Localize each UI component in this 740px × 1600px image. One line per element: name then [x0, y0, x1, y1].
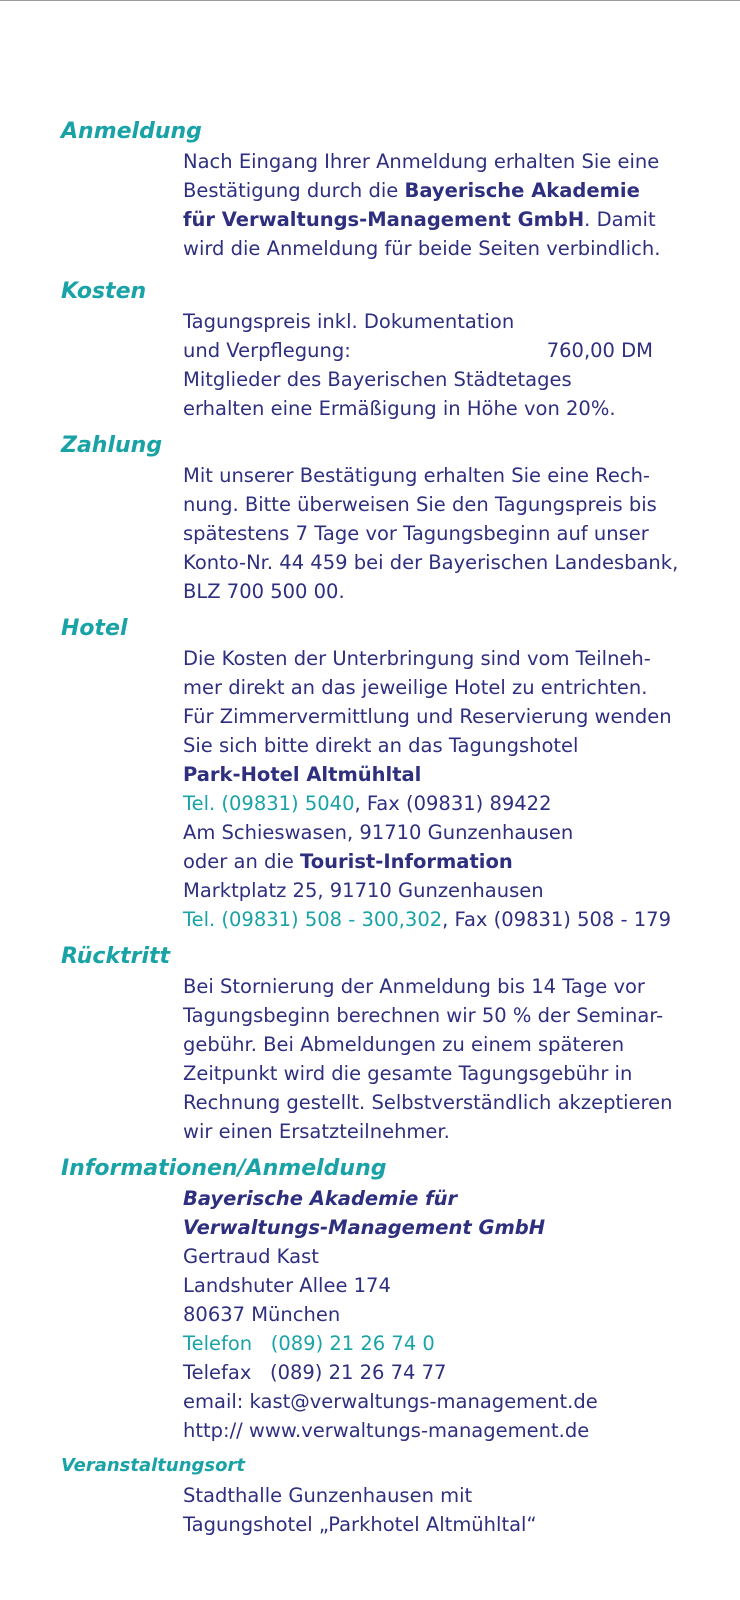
info-website: http:// www.verwaltungs-management.de: [183, 1419, 590, 1442]
hotel-fax: , Fax (09831) 89422: [354, 792, 552, 815]
info-org-line-2: Verwaltungs-Management GmbH: [183, 1216, 546, 1239]
section-hotel: [61, 614, 721, 934]
kosten-price-row: [183, 336, 653, 365]
heading-veranstaltungsort: Veranstaltungsort: [61, 1455, 245, 1476]
hotel-line-4: Sie sich bitte direkt an das Tagungshotel: [183, 734, 579, 757]
ruecktritt-line-3: gebühr. Bei Abmeldungen zu einem späteren: [183, 1033, 625, 1056]
kosten-text: [183, 307, 721, 423]
ruecktritt-line-6: wir einen Ersatzteilnehmer.: [183, 1120, 450, 1143]
conference-info-page: [61, 117, 721, 1549]
kosten-line-4: erhalten eine Ermäßigung in Höhe von 20%.: [183, 397, 616, 420]
kosten-price-label: und Verpflegung:: [183, 339, 351, 362]
info-text: [183, 1184, 721, 1445]
info-telefax: Telefax (089) 21 26 74 77: [183, 1361, 447, 1384]
hotel-phone: Tel. (09831) 5040: [183, 792, 355, 815]
section-informationen: [61, 1154, 721, 1445]
section-anmeldung: [61, 117, 721, 263]
akademie-name-bold-2: für Verwaltungs-Management GmbH: [183, 208, 585, 231]
heading-informationen: Informationen/Anmeldung: [61, 1156, 387, 1181]
ruecktritt-line-2: Tagungsbeginn berechnen wir 50 % der Seminar-: [183, 1004, 664, 1027]
anmeldung-line-1: Nach Eingang Ihrer Anmeldung erhalten Sie eine: [183, 150, 660, 173]
tourist-info-address: Marktplatz 25, 91710 Gunzenhausen: [183, 879, 544, 902]
ort-line-2: Tagungshotel „Parkhotel Altmühltal“: [183, 1513, 537, 1536]
anmeldung-line-2: [183, 176, 721, 205]
ort-text: [183, 1481, 721, 1539]
info-city: 80637 München: [183, 1303, 341, 1326]
ort-line-1: Stadthalle Gunzenhausen mit: [183, 1484, 473, 1507]
ruecktritt-text: [183, 972, 721, 1146]
anmeldung-line-3-text: . Damit: [584, 208, 656, 231]
top-border-line: [0, 0, 740, 1]
hotel-phone-fax: [183, 789, 721, 818]
anmeldung-line-3: [183, 205, 721, 234]
section-veranstaltungsort: [61, 1451, 721, 1539]
kosten-line-3: Mitglieder des Bayerischen Städtetages: [183, 368, 572, 391]
info-contact-name: Gertraud Kast: [183, 1245, 319, 1268]
hotel-line-2: mer direkt an das jeweilige Hotel zu entrichten.: [183, 676, 648, 699]
zahlung-line-3: spätestens 7 Tage vor Tagungsbeginn auf unser: [183, 522, 649, 545]
anmeldung-line-4: wird die Anmeldung für beide Seiten verbindlich.: [183, 237, 661, 260]
anmeldung-line-2-text: Bestätigung durch die: [183, 179, 405, 202]
section-ruecktritt: [61, 942, 721, 1146]
zahlung-line-2: nung. Bitte überweisen Sie den Tagungspreis bis: [183, 493, 657, 516]
hotel-line-3: Für Zimmervermittlung und Reservierung wenden: [183, 705, 672, 728]
zahlung-line-1: Mit unserer Bestätigung erhalten Sie eine Rech-: [183, 464, 650, 487]
info-street: Landshuter Allee 174: [183, 1274, 391, 1297]
hotel-address: Am Schieswasen, 91710 Gunzenhausen: [183, 821, 574, 844]
anmeldung-text: [183, 147, 721, 263]
kosten-price-value: 760,00 DM: [546, 339, 653, 362]
zahlung-text: [183, 461, 721, 606]
heading-anmeldung: Anmeldung: [61, 119, 202, 144]
tourist-info-name: Tourist-Information: [300, 850, 513, 873]
ruecktritt-line-5: Rechnung gestellt. Selbstverständlich akzeptieren: [183, 1091, 673, 1114]
tourist-info-phone: Tel. (09831) 508 - 300,302: [183, 908, 443, 931]
hotel-line-1: Die Kosten der Unterbringung sind vom Teilneh-: [183, 647, 651, 670]
heading-kosten: Kosten: [61, 279, 147, 304]
tourist-info-phone-fax: [183, 905, 721, 934]
zahlung-line-4: Konto-Nr. 44 459 bei der Bayerischen Landesbank,: [183, 551, 679, 574]
heading-ruecktritt: Rücktritt: [61, 944, 171, 969]
tourist-info-prefix: oder an die: [183, 850, 301, 873]
hotel-text: [183, 644, 721, 934]
info-email: email: kast@verwaltungs-management.de: [183, 1390, 598, 1413]
ruecktritt-line-4: Zeitpunkt wird die gesamte Tagungsgebühr in: [183, 1062, 633, 1085]
tourist-info-fax: , Fax (09831) 508 - 179: [442, 908, 671, 931]
section-kosten: [61, 277, 721, 423]
tourist-info-line: [183, 847, 721, 876]
zahlung-line-5: BLZ 700 500 00.: [183, 580, 345, 603]
akademie-name-bold: Bayerische Akademie: [404, 179, 640, 202]
kosten-line-1: Tagungspreis inkl. Dokumentation: [183, 310, 515, 333]
info-telefon: Telefon (089) 21 26 74 0: [183, 1332, 435, 1355]
info-org-line-1: Bayerische Akademie für: [183, 1187, 458, 1210]
heading-zahlung: Zahlung: [61, 433, 163, 458]
heading-hotel: Hotel: [61, 616, 128, 641]
ruecktritt-line-1: Bei Stornierung der Anmeldung bis 14 Tage vor: [183, 975, 645, 998]
hotel-name: Park-Hotel Altmühltal: [183, 763, 422, 786]
section-zahlung: [61, 431, 721, 606]
